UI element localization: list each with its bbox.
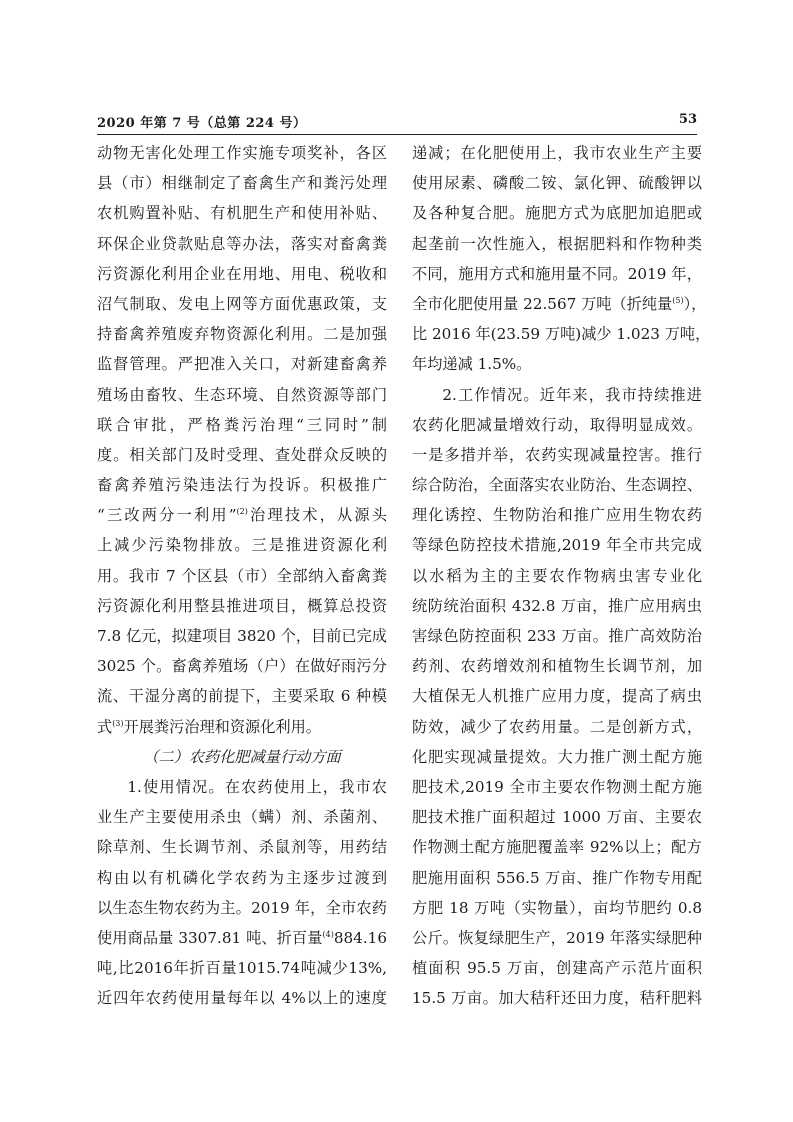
line-text: 监督管理。严把准入关口，对新建畜禽养 <box>97 355 387 374</box>
line-text: 沼气制取、发电上网等方面优惠政策，支 <box>97 294 387 313</box>
text-line <box>97 621 387 651</box>
line-text: 肥技术,2019 全市主要农作物测土配方施 <box>412 777 702 796</box>
text-line <box>97 681 387 711</box>
line-text: 使用商品量 3307.81 吨、折百量 <box>97 928 323 947</box>
text-line <box>97 832 387 862</box>
text-line <box>97 530 387 560</box>
text-line <box>412 983 702 1013</box>
line-text: 不同，施用方式和施用量不同。2019 年， <box>412 264 702 283</box>
line-text: 15.5 万亩。加大秸秆还田力度，秸秆肥料 <box>412 989 702 1008</box>
text-line <box>412 380 702 410</box>
line-text: 度。相关部门及时受理、查处群众反映的 <box>97 445 387 464</box>
text-line <box>412 289 707 319</box>
line-text: 综合防治，全面落实农业防治、生态调控、 <box>412 476 702 495</box>
text-line <box>412 621 702 651</box>
text-line <box>97 229 387 259</box>
journal-issue: 2020 年第 7 号（总第 224 号） <box>97 116 307 131</box>
text-line <box>412 530 702 560</box>
line-text: 起垄前一次性施入，根据肥料和作物种类 <box>412 234 702 253</box>
line-text: 近四年农药使用量每年以 4%以上的速度 <box>97 989 387 1008</box>
text-line <box>412 651 702 681</box>
line-text-cont: 884.16 <box>333 928 387 947</box>
text-line <box>97 953 387 983</box>
text-line <box>97 470 387 500</box>
text-line <box>97 591 387 621</box>
line-text: 污资源化利用企业在用地、用电、税收和 <box>97 264 387 283</box>
text-line <box>97 863 387 893</box>
line-text: 递减；在化肥使用上，我市农业生产主要 <box>412 144 702 162</box>
footnote-marker: (4) <box>322 929 334 939</box>
line-text: 理化诱控、生物防治和推广应用生物农药 <box>412 506 702 525</box>
line-text: 流、干湿分离的前提下，主要采取 6 种模 <box>97 687 387 706</box>
text-line <box>412 953 702 983</box>
line-text: 药剂、农药增效剂和植物生长调节剂，加 <box>412 657 702 676</box>
right-column <box>412 138 711 1013</box>
text-line <box>412 349 702 379</box>
line-text: 农药化肥减量增效行动，取得明显成效。 <box>412 415 702 434</box>
line-text: 年均递减 1.5%。 <box>412 355 532 374</box>
text-line <box>412 198 702 228</box>
text-line <box>97 138 387 168</box>
text-line <box>97 380 387 410</box>
line-text: 用。我市 7 个区县（市）全部纳入畜禽粪 <box>97 566 387 585</box>
line-text: 及各种复合肥。施肥方式为底肥加追肥或 <box>412 204 702 223</box>
text-line <box>412 863 702 893</box>
line-text: 畜禽养殖污染违法行为投诉。积极推广 <box>97 476 387 495</box>
line-text: 县（市）相继制定了畜禽生产和粪污处理 <box>97 174 387 193</box>
text-line <box>97 500 387 530</box>
line-text: 联合审批，严格粪污治理“三同时”制 <box>97 415 387 434</box>
text-line <box>412 561 702 591</box>
line-text: “三改两分一利用” <box>97 506 237 525</box>
text-line <box>412 923 702 953</box>
text-line <box>412 802 702 832</box>
text-line <box>97 440 387 470</box>
line-text: 持畜禽养殖废弃物资源化利用。二是加强 <box>97 325 387 344</box>
line-text: 害绿色防控面积 233 万亩。推广高效防治 <box>412 627 702 645</box>
text-line <box>97 319 387 349</box>
text-line <box>97 983 387 1013</box>
line-text: 全市化肥使用量 22.567 万吨（折纯量 <box>412 294 673 313</box>
line-text-cont: 开展粪污治理和资源化利用。 <box>123 717 321 736</box>
text-line <box>97 893 387 923</box>
line-text: 使用尿素、磷酸二铵、氯化钾、硫酸钾以 <box>412 174 702 193</box>
header-rule <box>97 134 697 135</box>
text-line <box>97 198 387 228</box>
text-line <box>412 410 702 440</box>
line-text: 业生产主要使用杀虫（螨）剂、杀菌剂、 <box>97 808 387 827</box>
line-text: 以生态生物农药为主。2019 年，全市农药 <box>97 898 387 917</box>
line-text: 上减少污染物排放。三是推进资源化利 <box>97 536 387 555</box>
text-line <box>412 742 702 772</box>
text-line <box>412 319 711 349</box>
text-line <box>412 712 702 742</box>
line-text: 一是多措并举，农药实现减量控害。推行 <box>412 445 702 464</box>
footnote-marker: (5) <box>672 295 684 305</box>
line-text: 方肥 18 万吨（实物量），亩均节肥约 0.8 <box>412 898 702 917</box>
line-text: 7.8 亿元，拟建项目 3820 个，目前已完成 <box>97 627 387 645</box>
line-text: 植面积 95.5 万亩，创建高产示范片面积 <box>412 959 702 978</box>
text-line <box>97 772 387 802</box>
text-line <box>97 259 387 289</box>
line-text: 2.工作情况。近年来，我市持续推进 <box>442 385 702 404</box>
text-line <box>412 500 702 530</box>
line-text: 污资源化利用整县推进项目，概算总投资 <box>97 596 387 615</box>
text-line <box>97 802 387 832</box>
line-text: 构由以有机磷化学农药为主逐步过渡到 <box>97 868 387 887</box>
line-text: 肥技术推广面积超过 1000 万亩、主要农 <box>412 808 702 827</box>
text-line <box>97 651 387 681</box>
text-line <box>412 138 702 168</box>
text-line <box>97 168 387 198</box>
line-text-cont: ）， <box>683 294 707 313</box>
footnote-marker: (3) <box>112 718 124 728</box>
text-line <box>412 470 702 500</box>
text-line <box>97 561 387 591</box>
text-line <box>412 229 702 259</box>
text-line <box>97 410 387 440</box>
line-text: 化肥实现减量提效。大力推广测土配方施 <box>412 747 702 766</box>
line-text: 吨,比2016年折百量1015.74吨减少13%, <box>97 959 387 978</box>
line-text: 殖场由畜牧、生态环境、自然资源等部门 <box>97 385 387 404</box>
line-text: 公斤。恢复绿肥生产，2019 年落实绿肥种 <box>412 928 702 947</box>
footnote-marker: (2) <box>236 507 248 517</box>
line-text: 1.使用情况。在农药使用上，我市农 <box>127 777 387 796</box>
line-text: 统防统治面积 432.8 万亩，推广应用病虫 <box>412 596 702 615</box>
line-text: 农机购置补贴、有机肥生产和使用补贴、 <box>97 204 387 223</box>
line-text: （二）农药化肥减量行动方面 <box>143 747 341 766</box>
line-text: 等绿色防控技术措施,2019 年全市共完成 <box>412 536 702 555</box>
line-text: 作物测土配方施肥覆盖率 92%以上；配方 <box>412 838 702 857</box>
text-line <box>97 923 387 953</box>
text-line <box>412 168 702 198</box>
line-text: 比 2016 年(23.59 万吨)减少 1.023 万吨， <box>412 325 711 344</box>
section-heading <box>97 742 387 772</box>
left-column <box>97 138 387 1013</box>
line-text: 环保企业贷款贴息等办法，落实对畜禽粪 <box>97 234 387 253</box>
text-line <box>412 591 702 621</box>
line-text: 大植保无人机推广应用力度，提高了病虫 <box>412 687 702 706</box>
line-text: 式 <box>97 717 113 736</box>
text-line <box>412 259 702 289</box>
text-line <box>412 681 702 711</box>
text-line <box>412 893 702 923</box>
page-number: 53 <box>678 112 697 127</box>
line-text: 动物无害化处理工作实施专项奖补，各区 <box>97 144 387 162</box>
line-text: 肥施用面积 556.5 万亩、推广作物专用配 <box>412 868 702 887</box>
text-line <box>97 289 387 319</box>
line-text: 以水稻为主的主要农作物病虫害专业化 <box>412 566 702 585</box>
line-text: 除草剂、生长调节剂、杀鼠剂等，用药结 <box>97 838 387 857</box>
text-line <box>97 349 387 379</box>
text-line <box>412 832 702 862</box>
line-text-cont: 治理技术，从源头 <box>247 506 387 525</box>
line-text: 防效，减少了农药用量。二是创新方式， <box>412 717 702 736</box>
text-line <box>97 712 387 742</box>
line-text: 3025 个。畜禽养殖场（户）在做好雨污分 <box>97 657 387 676</box>
text-line <box>412 772 702 802</box>
text-line <box>412 440 702 470</box>
running-header <box>97 112 697 134</box>
